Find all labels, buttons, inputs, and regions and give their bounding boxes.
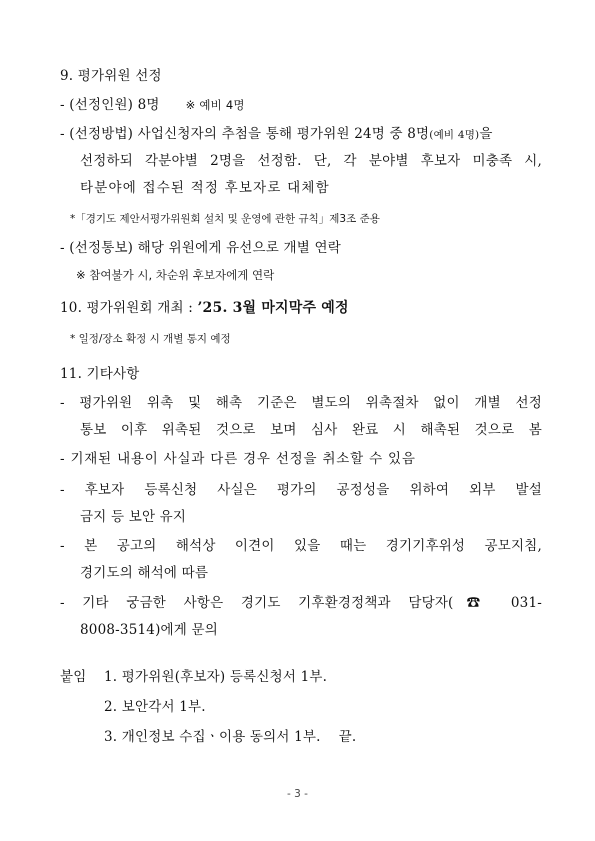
- regulation-note: *「경기도 제안서평가위원회 설치 및 운영에 관한 규칙」제3조 준용: [70, 213, 380, 225]
- page-number: - 3 -: [287, 788, 308, 800]
- attachment-item-2: 2. 보안각서 1부.: [104, 699, 206, 715]
- attachment-item-1: 1. 평가위원(후보자) 등록신청서 1부.: [104, 669, 328, 685]
- selection-method-suffix: 을: [479, 126, 493, 142]
- reserve-inline: (예비 4명): [429, 129, 480, 141]
- misc-item-4: - 본 공고의 해석상 이견이 있을 때는 경기기후위성 공모지침,: [60, 538, 542, 554]
- selection-method: [60, 128, 493, 142]
- section-11-title: 11. 기타사항: [60, 366, 140, 382]
- committee-date: ’25. 3월 마지막주 예정: [197, 300, 349, 316]
- selection-method-cont-1: 선정하되 각분야별 2명을 선정함. 단, 각 분야별 후보자 미충족 시,: [80, 153, 542, 169]
- section-10-title: [60, 301, 349, 316]
- selection-notice: - (선정통보) 해당 위원에게 유선으로 개별 연락: [60, 240, 341, 256]
- misc-item-1: - 평가위원 위촉 및 해촉 기준은 별도의 위촉절차 없이 개별 선정: [60, 395, 542, 411]
- end-mark: 끝.: [338, 729, 357, 745]
- misc-item-4-cont: 경기도의 해석에 따름: [80, 565, 209, 581]
- misc-item-2: - 기재된 내용이 사실과 다른 경우 선정을 취소할 수 있음: [60, 451, 416, 467]
- misc-item-5: - 기타 궁금한 사항은 경기도 기후환경정책과 담당자(☎ 031-: [60, 595, 542, 611]
- section-10-label: 10. 평가위원회 개최 :: [60, 300, 198, 316]
- selection-count: [60, 99, 245, 113]
- misc-item-3: - 후보자 등록신청 사실은 평가의 공정성을 위하여 외부 발설: [60, 482, 542, 498]
- selection-method-cont-2: 타분야에 접수된 적정 후보자로 대체함: [80, 180, 330, 196]
- attachment-item-3-text: 3. 개인정보 수집ㆍ이용 동의서 1부.: [104, 729, 321, 745]
- unavailable-note: ※ 참여불가 시, 차순위 후보자에게 연락: [76, 268, 275, 282]
- misc-item-5-cont: 8008-3514)에게 문의: [80, 622, 218, 638]
- selection-method-text: - (선정방법) 사업신청자의 추첨을 통해 평가위원 24명 중 8명: [60, 126, 430, 142]
- attachment-item-3: [104, 731, 356, 745]
- attachment-label: 붙임: [60, 669, 87, 685]
- section-9-title: 9. 평가위원 선정: [60, 68, 162, 84]
- selection-count-label: - (선정인원) 8명: [60, 97, 160, 113]
- misc-item-1-cont: 통보 이후 위촉된 것으로 보며 심사 완료 시 해촉된 것으로 봄: [80, 422, 542, 438]
- misc-item-3-cont: 금지 등 보안 유지: [80, 509, 187, 525]
- schedule-note: * 일정/장소 확정 시 개별 통지 예정: [70, 333, 231, 345]
- reserve-note: ※ 예비 4명: [185, 98, 245, 112]
